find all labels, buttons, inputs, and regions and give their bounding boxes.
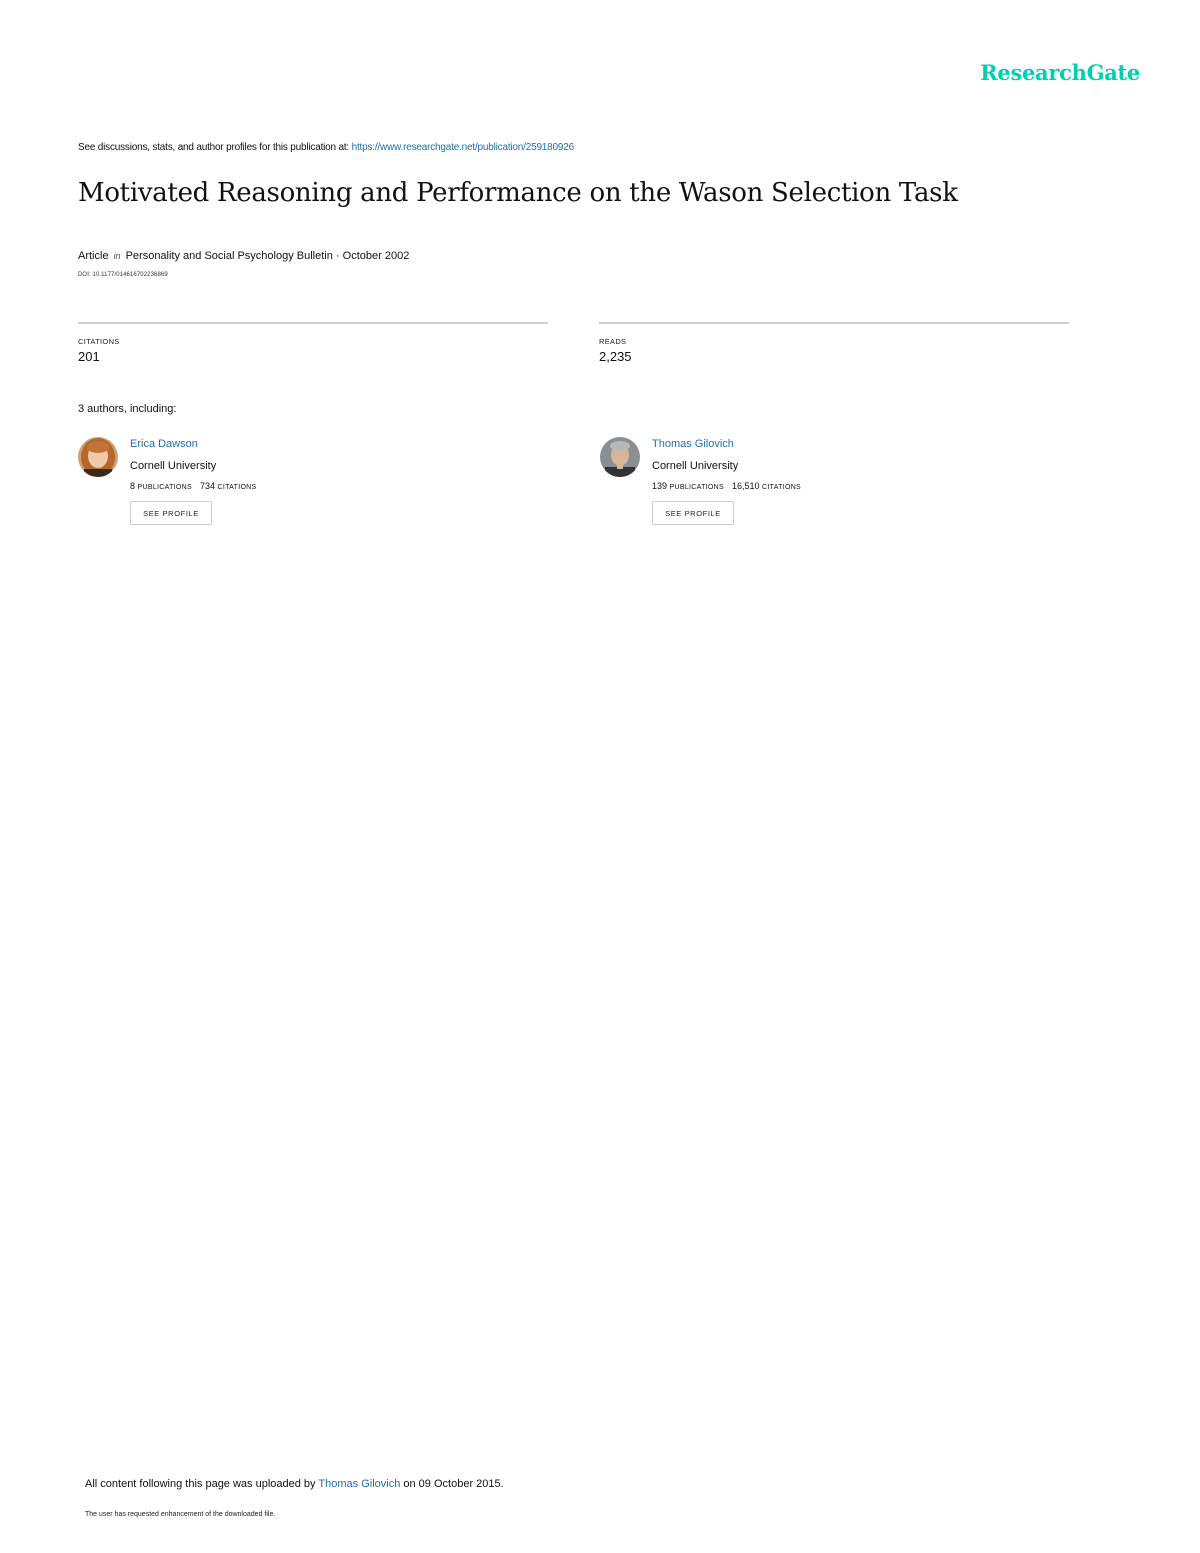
author-institution: Cornell University bbox=[652, 460, 739, 472]
upload-line bbox=[85, 1478, 504, 1490]
author-info bbox=[130, 437, 257, 525]
author-photo-icon bbox=[600, 437, 640, 477]
avatar[interactable] bbox=[600, 437, 640, 477]
publication-title: Motivated Reasoning and Performance on the Wason Selection Task bbox=[78, 178, 958, 208]
author-stats bbox=[130, 481, 257, 491]
uploader-link[interactable]: Thomas Gilovich bbox=[318, 1478, 401, 1490]
author-institution: Cornell University bbox=[130, 460, 217, 472]
reads-stat bbox=[599, 322, 1069, 364]
reads-label: READS bbox=[599, 337, 627, 346]
see-profile-button[interactable]: SEE PROFILE bbox=[130, 501, 212, 525]
upload-prefix: All content following this page was uploaded by bbox=[85, 1478, 316, 1490]
authors-heading: 3 authors, including: bbox=[78, 403, 177, 415]
author-stats bbox=[652, 481, 801, 491]
publications-label: PUBLICATIONS bbox=[669, 484, 724, 491]
source-prefix: See discussions, stats, and author profiles for this publication at: bbox=[78, 142, 349, 153]
author-name-link[interactable]: Thomas Gilovich bbox=[652, 438, 734, 450]
publications-label: PUBLICATIONS bbox=[137, 484, 192, 491]
doi: DOI: 10.1177/014616702236869 bbox=[78, 272, 168, 278]
citations-label: CITATIONS bbox=[78, 337, 120, 346]
journal-name: Personality and Social Psychology Bulletin bbox=[125, 250, 333, 262]
author-info bbox=[652, 437, 801, 525]
publications-count: 8 bbox=[130, 481, 136, 491]
citations-stat bbox=[78, 322, 548, 364]
publications-count: 139 bbox=[652, 481, 668, 491]
publication-type: Article bbox=[78, 250, 109, 262]
publication-meta bbox=[78, 250, 409, 262]
author-card bbox=[78, 437, 498, 547]
upload-suffix: on 09 October 2015. bbox=[403, 1478, 504, 1490]
researchgate-logo[interactable]: ResearchGate bbox=[980, 60, 1140, 85]
see-profile-button[interactable]: SEE PROFILE bbox=[652, 501, 734, 525]
source-line bbox=[78, 142, 574, 153]
reads-value: 2,235 bbox=[599, 349, 632, 364]
author-citations-label: CITATIONS bbox=[217, 484, 257, 491]
meta-separator: · bbox=[335, 250, 340, 262]
citations-value: 201 bbox=[78, 349, 100, 364]
footnote: The user has requested enhancement of the downloaded file. bbox=[85, 1511, 276, 1518]
publication-date: October 2002 bbox=[342, 250, 410, 262]
author-citations-label: CITATIONS bbox=[762, 484, 802, 491]
author-citations-count: 16,510 bbox=[731, 481, 760, 491]
author-name-link[interactable]: Erica Dawson bbox=[130, 438, 198, 450]
avatar[interactable] bbox=[78, 437, 118, 477]
publication-url-link[interactable]: https://www.researchgate.net/publication/259180926 bbox=[351, 142, 574, 153]
author-citations-count: 734 bbox=[199, 481, 215, 491]
in-label: in bbox=[113, 251, 121, 261]
author-card bbox=[600, 437, 1020, 547]
author-photo-icon bbox=[78, 437, 118, 477]
